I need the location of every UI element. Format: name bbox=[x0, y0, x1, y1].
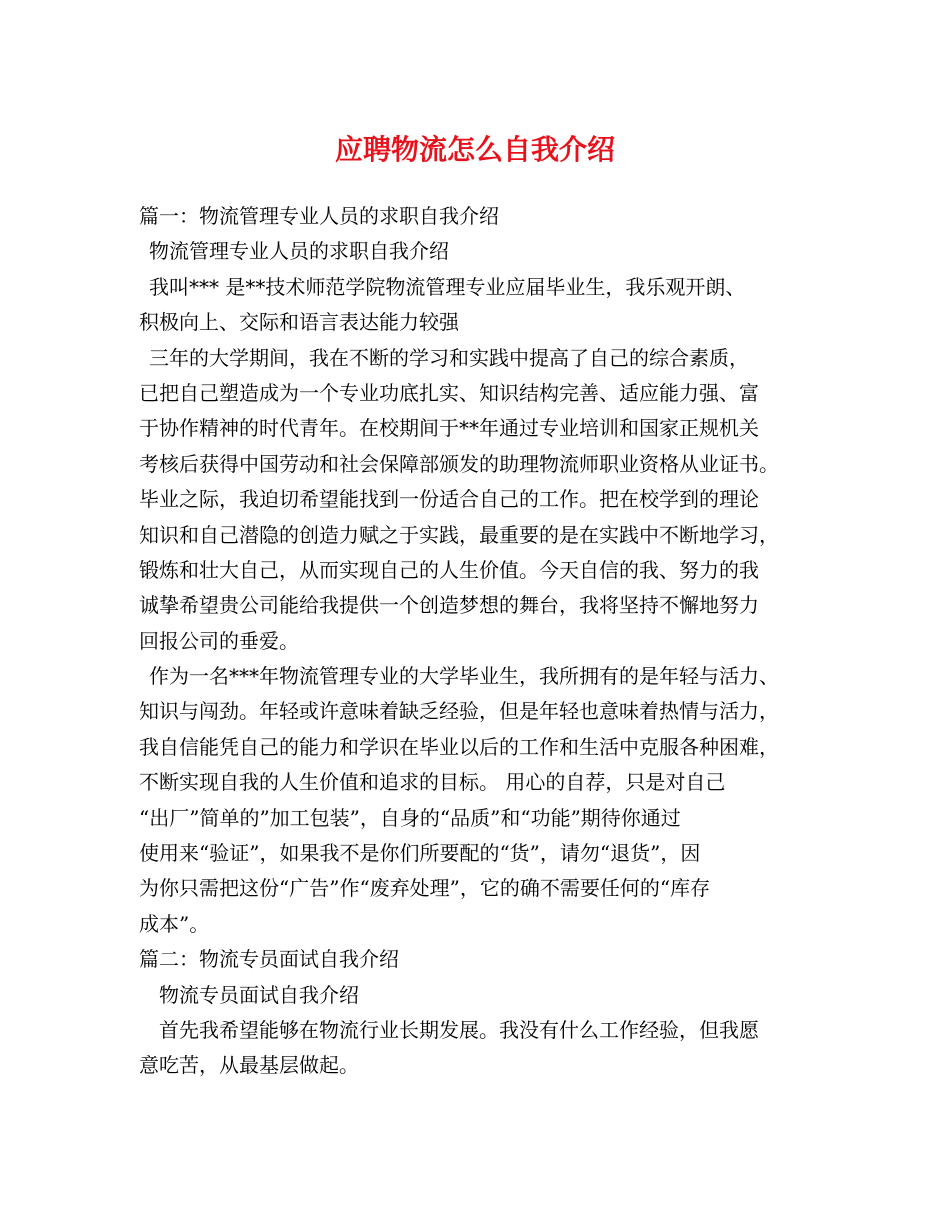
body-line: 成本”。 bbox=[139, 911, 210, 936]
body-line: 锻炼和壮大自己，从而实现自己的人生价值。今天自信的我、努力的我 bbox=[139, 557, 759, 582]
body-line: 物流专员面试自我介绍 bbox=[159, 982, 359, 1007]
body-line: 积极向上、交际和语言表达能力较强 bbox=[139, 310, 459, 335]
body-line: 首先我希望能够在物流行业长期发展。我没有什么工作经验，但我愿 bbox=[159, 1017, 759, 1042]
body-line: 知识与闯劲。年轻或许意味着缺乏经验，但是年轻也意味着热情与活力， bbox=[139, 699, 779, 724]
body-line: 为你只需把这份“广告”作“废弃处理”，它的确不需要任何的“库存 bbox=[139, 876, 711, 901]
body-line: 意吃苦，从最基层做起。 bbox=[139, 1053, 359, 1078]
body-line: 于协作精神的时代青年。在校期间于**年通过专业培训和国家正规机关 bbox=[139, 416, 759, 441]
body-line: “出厂”简单的”加工包装”，自身的“品质”和“功能”期待你通过 bbox=[139, 805, 681, 830]
body-line: 回报公司的垂爱。 bbox=[139, 628, 299, 653]
document-body bbox=[139, 199, 829, 1084]
body-line: 使用来“验证”，如果我不是你们所要配的“货”，请勿“退货”，因 bbox=[139, 841, 701, 866]
body-line: 我叫*** 是**技术师范学院物流管理专业应届毕业生，我乐观开朗、 bbox=[149, 274, 746, 299]
body-line: 物流管理专业人员的求职自我介绍 bbox=[149, 239, 449, 264]
body-line: 作为一名***年物流管理专业的大学毕业生，我所拥有的是年轻与活力、 bbox=[149, 664, 779, 689]
body-line: 知识和自己潜隐的创造力赋之于实践，最重要的是在实践中不断地学习， bbox=[139, 522, 779, 547]
body-line: 考核后获得中国劳动和社会保障部颁发的助理物流师职业资格从业证书。 bbox=[139, 451, 779, 476]
body-line: 篇一：物流管理专业人员的求职自我介绍 bbox=[139, 204, 499, 228]
document-title: 应聘物流怎么自我介绍 bbox=[334, 133, 615, 166]
body-line: 已把自己塑造成为一个专业功底扎实、知识结构完善、适应能力强、富 bbox=[139, 380, 759, 405]
body-line: 篇二：物流专员面试自我介绍 bbox=[139, 947, 399, 972]
body-line: 诚挚希望贵公司能给我提供一个创造梦想的舞台，我将坚持不懈地努力 bbox=[139, 593, 759, 618]
body-line: 毕业之际，我迫切希望能找到一份适合自己的工作。把在校学到的理论 bbox=[139, 487, 759, 512]
body-line: 不断实现自我的人生价值和追求的目标。 用心的自荐，只是对自己 bbox=[139, 770, 726, 795]
body-line: 我自信能凭自己的能力和学识在毕业以后的工作和生活中克服各种困难， bbox=[139, 734, 779, 759]
body-line: 三年的大学期间，我在不断的学习和实践中提高了自己的综合素质， bbox=[149, 345, 749, 370]
